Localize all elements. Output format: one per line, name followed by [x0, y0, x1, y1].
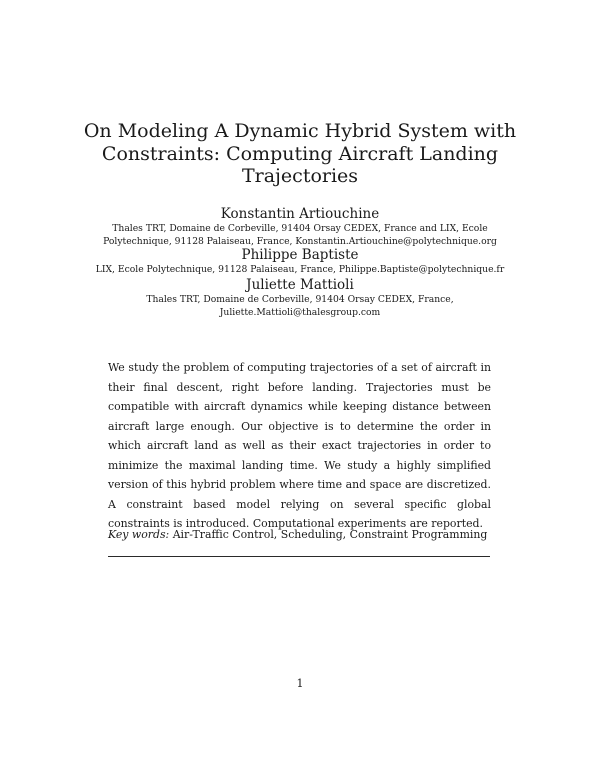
horizontal-rule — [108, 556, 490, 557]
paper-title: On Modeling A Dynamic Hybrid System with Constraints: Computing Aircraft Landing Trajectories — [83, 120, 517, 187]
keywords — [108, 525, 491, 545]
author-block — [90, 206, 510, 248]
author-block — [90, 247, 510, 276]
abstract: We study the problem of computing trajectories of a set of aircraft in their final descent, right before landing. Trajectories must be compatible with aircraft dynamics while keeping distance between aircraft large enough. Our objective is to determine the order in which aircraft land as well as their exact trajectories in order to minimize the maximal landing time. We study a highly simplified version of this hybrid problem where time and space are discretized. A constraint based model relying on several specific global constraints is introduced. Computational experiments are reported. — [108, 361, 491, 530]
author-affiliation: LIX, Ecole Polytechnique, 91128 Palaiseau, France, Philippe.Baptiste@polytechnique.fr — [95, 264, 505, 275]
author-name: Konstantin Artiouchine — [220, 206, 380, 222]
author-name: Philippe Baptiste — [241, 247, 359, 263]
keywords-list: Air-Traffic Control, Scheduling, Constraint Programming — [172, 528, 488, 541]
author-name: Juliette Mattioli — [246, 277, 354, 293]
author-block — [90, 277, 510, 319]
page-number: 1 — [296, 677, 304, 690]
keywords-label: Key words: — [108, 528, 170, 541]
author-affiliation: Thales TRT, Domaine de Corbeville, 91404 Orsay CEDEX, France, Juliette.Mattioli@thalesgroup.com — [146, 294, 454, 318]
author-affiliation: Thales TRT, Domaine de Corbeville, 91404 Orsay CEDEX, France and LIX, Ecole Polytechnique, 91128 Palaiseau, France, Konstantin.Artiouchine@polytechnique.org — [103, 223, 497, 247]
